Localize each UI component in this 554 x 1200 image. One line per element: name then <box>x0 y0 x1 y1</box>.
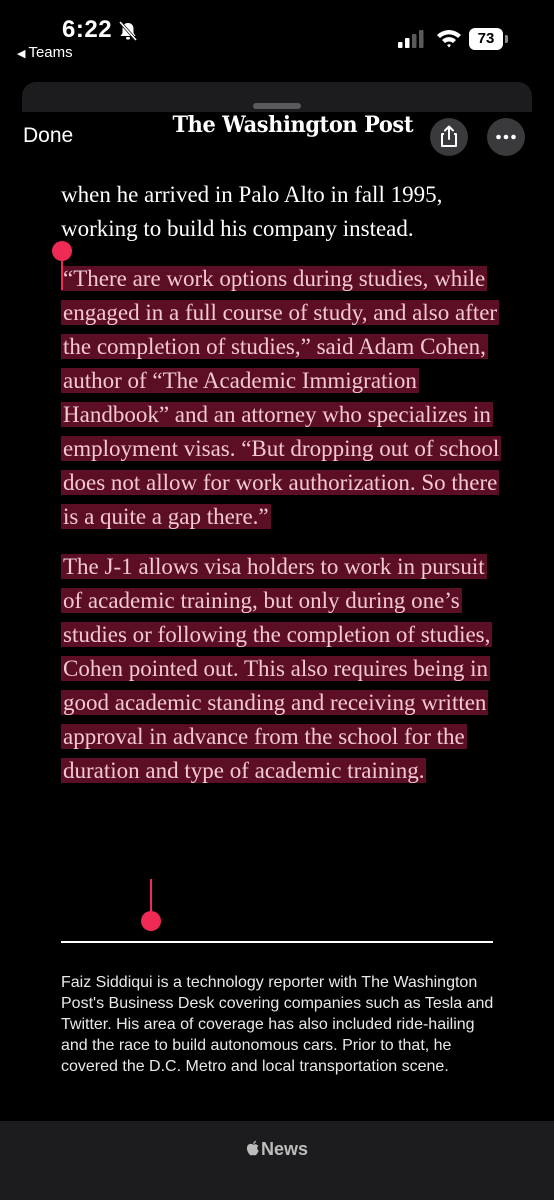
back-triangle-icon: ◀ <box>17 48 26 60</box>
battery-level: 73 <box>469 28 503 50</box>
selection-start-caret <box>61 258 63 290</box>
publication-masthead: The Washington Post <box>172 112 414 138</box>
author-bio: Faiz Siddiqui is a technology reporter with The Washington Post's Business Desk covering companies such as Tesla and Twitter. His area of coverage has also included ride-hailing and the race to build autonomous cars. Prior to that, he covered the D.C. Metro and local transportation scene. <box>61 974 494 1075</box>
back-app-label: Teams <box>28 44 73 61</box>
ellipsis-icon <box>487 118 525 156</box>
article-paragraph: when he arrived in Palo Alto in fall 1995, working to build his company instead. <box>61 182 443 241</box>
news-brand-label: News <box>260 1139 309 1159</box>
status-bar <box>0 0 554 70</box>
selection-end-handle[interactable] <box>141 911 161 931</box>
battery-indicator <box>469 28 509 50</box>
done-button[interactable]: Done <box>23 124 74 147</box>
bell-off-icon <box>117 20 139 42</box>
share-button[interactable] <box>430 118 468 156</box>
wifi-icon <box>436 28 462 48</box>
cellular-signal-icon <box>398 30 424 48</box>
apple-logo-icon <box>246 1140 260 1157</box>
article-paragraph-selected[interactable] <box>61 262 501 534</box>
share-icon <box>430 118 468 156</box>
bottom-bar <box>0 1121 554 1200</box>
selection-end-caret <box>150 879 152 913</box>
text-selection-highlight: The J-1 allows visa holders to work in pursuit of academic training, but only during one’s studies or following the completion of studies, Cohen pointed out. This also requires being in good academic standing and receiving written approval in advance from the school for the duration and type of academic training. <box>63 554 491 783</box>
status-time: 6:22 <box>62 16 113 43</box>
article-body <box>61 178 501 788</box>
apple-news-brand <box>0 1139 554 1160</box>
battery-tip <box>505 35 508 43</box>
article-divider <box>61 941 493 943</box>
more-options-button[interactable] <box>487 118 525 156</box>
sheet-grabber[interactable] <box>253 103 301 109</box>
back-to-app-link[interactable] <box>17 44 73 61</box>
text-selection-highlight: “There are work options during studies, while engaged in a full course of study, and also after the completion of studies,” said Adam Cohen, author of “The Academic Immigration Handbook” and an attorney who specializes in employment visas. “But dropping out of school does not allow for work authorization. So there is a quite a gap there.” <box>63 266 500 529</box>
article-paragraph-selected[interactable] <box>61 550 501 788</box>
